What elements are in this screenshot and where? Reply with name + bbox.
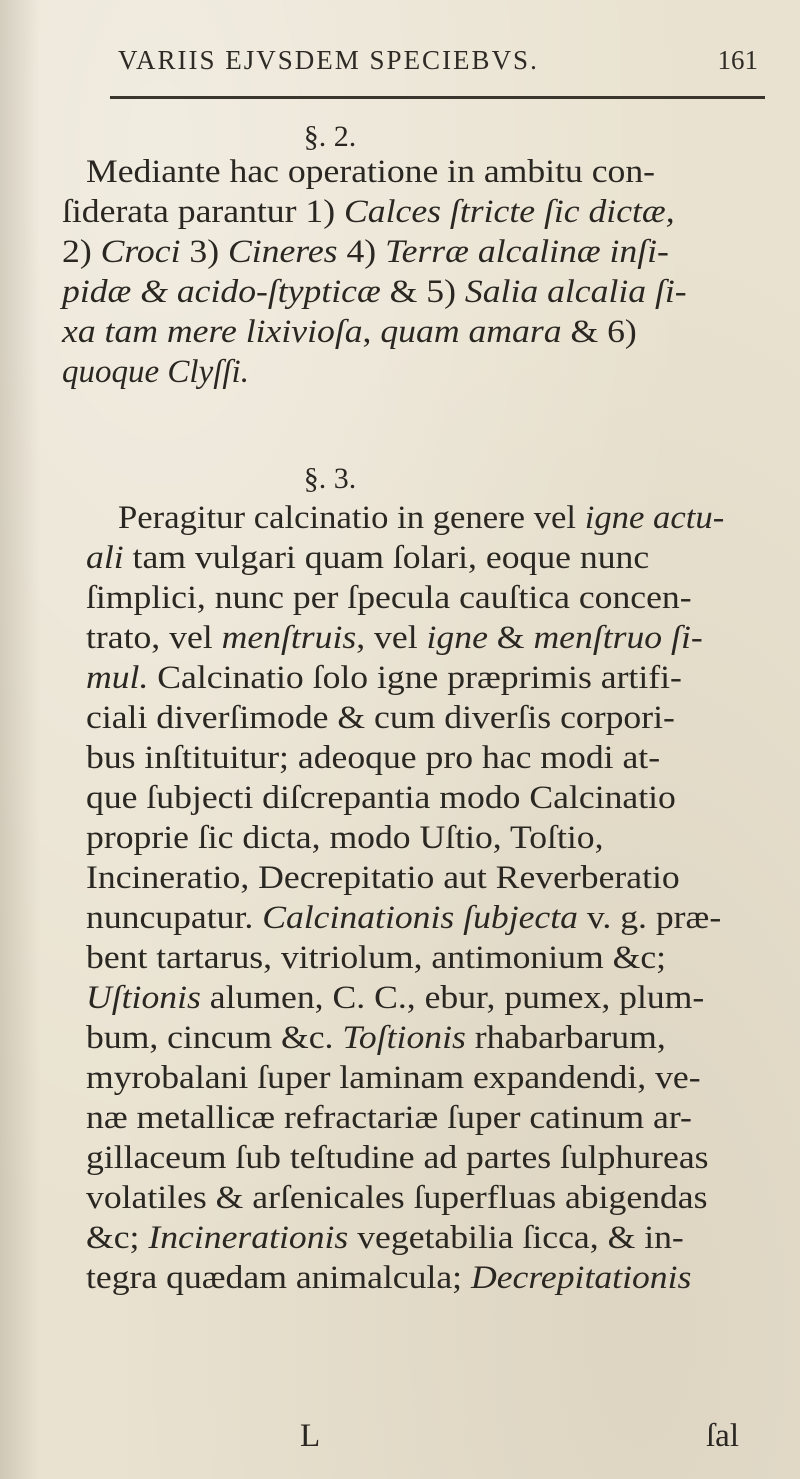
text-line <box>86 538 649 578</box>
text-line <box>86 1098 692 1138</box>
roman-text: &c; <box>86 1220 149 1256</box>
text-line <box>86 1058 701 1098</box>
roman-text: & 5) <box>380 274 465 310</box>
text-line <box>86 738 660 778</box>
italic-text: Decrepitationis <box>470 1260 692 1296</box>
roman-text: bum, cincum &c. <box>86 1020 343 1056</box>
roman-text: alumen, C. C., ebur, pumex, plum- <box>200 980 705 1016</box>
roman-text: v. g. præ- <box>577 900 722 936</box>
text-line <box>86 818 604 858</box>
italic-text: igne <box>426 620 488 656</box>
italic-text: Calcinationis ſubjecta <box>262 900 578 936</box>
italic-text: Cineres <box>227 234 338 270</box>
roman-text: Incineratio, Decrepitatio aut Reverberatio <box>86 860 680 896</box>
text-line <box>86 618 703 658</box>
text-line <box>86 938 666 978</box>
italic-text: Toſtionis <box>342 1020 466 1056</box>
italic-text: menſtruo ſi- <box>533 620 703 656</box>
section-heading-3: §. 3. <box>303 462 357 495</box>
header-rule <box>110 96 765 99</box>
text-line <box>86 1018 666 1058</box>
italic-text: quam amara <box>380 314 562 350</box>
text-line <box>62 272 687 312</box>
text-line <box>86 578 692 618</box>
roman-text: & 6) <box>561 314 637 350</box>
italic-text: menſtruis <box>221 620 357 656</box>
text-line <box>86 1258 691 1298</box>
text-line <box>86 778 676 818</box>
italic-text: Salia alcalia ſi- <box>464 274 687 310</box>
italic-text: Croci <box>100 234 181 270</box>
text-line <box>62 312 637 352</box>
roman-text: & <box>487 620 534 656</box>
text-line <box>86 978 704 1018</box>
italic-text: Incinerationis <box>148 1220 349 1256</box>
roman-text: Calcinatio ſolo igne præprimis artifi- <box>148 660 682 696</box>
roman-text: que ſubjecti diſcrepantia modo Calcinatio <box>86 780 676 816</box>
text-line <box>86 658 682 698</box>
roman-text: ſimplici, nunc per ſpecula cauſtica concen- <box>86 580 692 616</box>
italic-text: xa tam mere lixivioſa <box>62 314 363 350</box>
catchword: ſal <box>706 1418 739 1454</box>
italic-text: igne actu- <box>584 500 725 536</box>
roman-text: 2) <box>62 234 101 270</box>
roman-text: 4) <box>337 234 386 270</box>
roman-text: Peragitur calcinatio in genere vel <box>118 500 585 536</box>
roman-text: tegra quædam animalcula; <box>86 1260 471 1296</box>
roman-text: ciali diverſimode & cum diverſis corpori- <box>86 700 675 736</box>
roman-text: 3) <box>180 234 228 270</box>
roman-text: vegetabilia ſicca, & in- <box>348 1220 684 1256</box>
text-line <box>86 152 655 192</box>
text-line <box>86 698 675 738</box>
italic-text: Uſtionis <box>86 980 201 1016</box>
text-line <box>86 898 721 938</box>
text-line <box>118 498 724 538</box>
page-number: 161 <box>717 45 758 75</box>
roman-text: proprie ſic dicta, modo Uſtio, Toſtio, <box>86 820 604 856</box>
roman-text: bent tartarus, vitriolum, antimonium &c; <box>86 940 667 976</box>
italic-text: quoque Clyſſi. <box>62 354 249 390</box>
roman-text: bus inſtituitur; adeoque pro hac modi at- <box>86 740 661 776</box>
roman-text: Mediante hac operatione in ambitu con- <box>86 154 656 190</box>
roman-text: trato, vel <box>86 620 222 656</box>
roman-text: volatiles & arſenicales ſuperfluas abigendas <box>86 1180 708 1216</box>
italic-text: Calces ſtricte ſic dictæ, <box>344 194 675 230</box>
italic-text: Terræ alcalinæ inſi- <box>385 234 669 270</box>
section-heading-2: §. 2. <box>303 120 357 153</box>
roman-text: nuncupatur. <box>86 900 263 936</box>
italic-text: pidæ & acido-ſtypticæ <box>62 274 381 310</box>
roman-text: gillaceum ſub teſtudine ad partes ſulphureas <box>86 1140 709 1176</box>
text-line <box>86 1178 708 1218</box>
text-line <box>86 858 680 898</box>
text-line <box>62 352 249 392</box>
gutter-shadow <box>0 0 40 1479</box>
roman-text: , <box>362 314 381 350</box>
roman-text: , vel <box>356 620 427 656</box>
italic-text: ali <box>86 540 124 576</box>
italic-text: mul. <box>86 660 149 696</box>
roman-text: tam vulgari quam ſolari, eoque nunc <box>123 540 650 576</box>
roman-text: myrobalani ſuper laminam expandendi, ve- <box>86 1060 701 1096</box>
roman-text: rhabarbarum, <box>465 1020 666 1056</box>
running-title: VARIIS EJVSDEM SPECIEBVS. <box>118 45 539 75</box>
text-line <box>62 232 669 272</box>
text-line <box>62 192 675 232</box>
text-line <box>86 1138 709 1178</box>
roman-text: ſiderata parantur 1) <box>62 194 345 230</box>
running-head <box>118 45 758 89</box>
signature-mark: L <box>300 1418 321 1454</box>
text-line <box>86 1218 684 1258</box>
roman-text: næ metallicæ refractariæ ſuper catinum ar- <box>86 1100 692 1136</box>
